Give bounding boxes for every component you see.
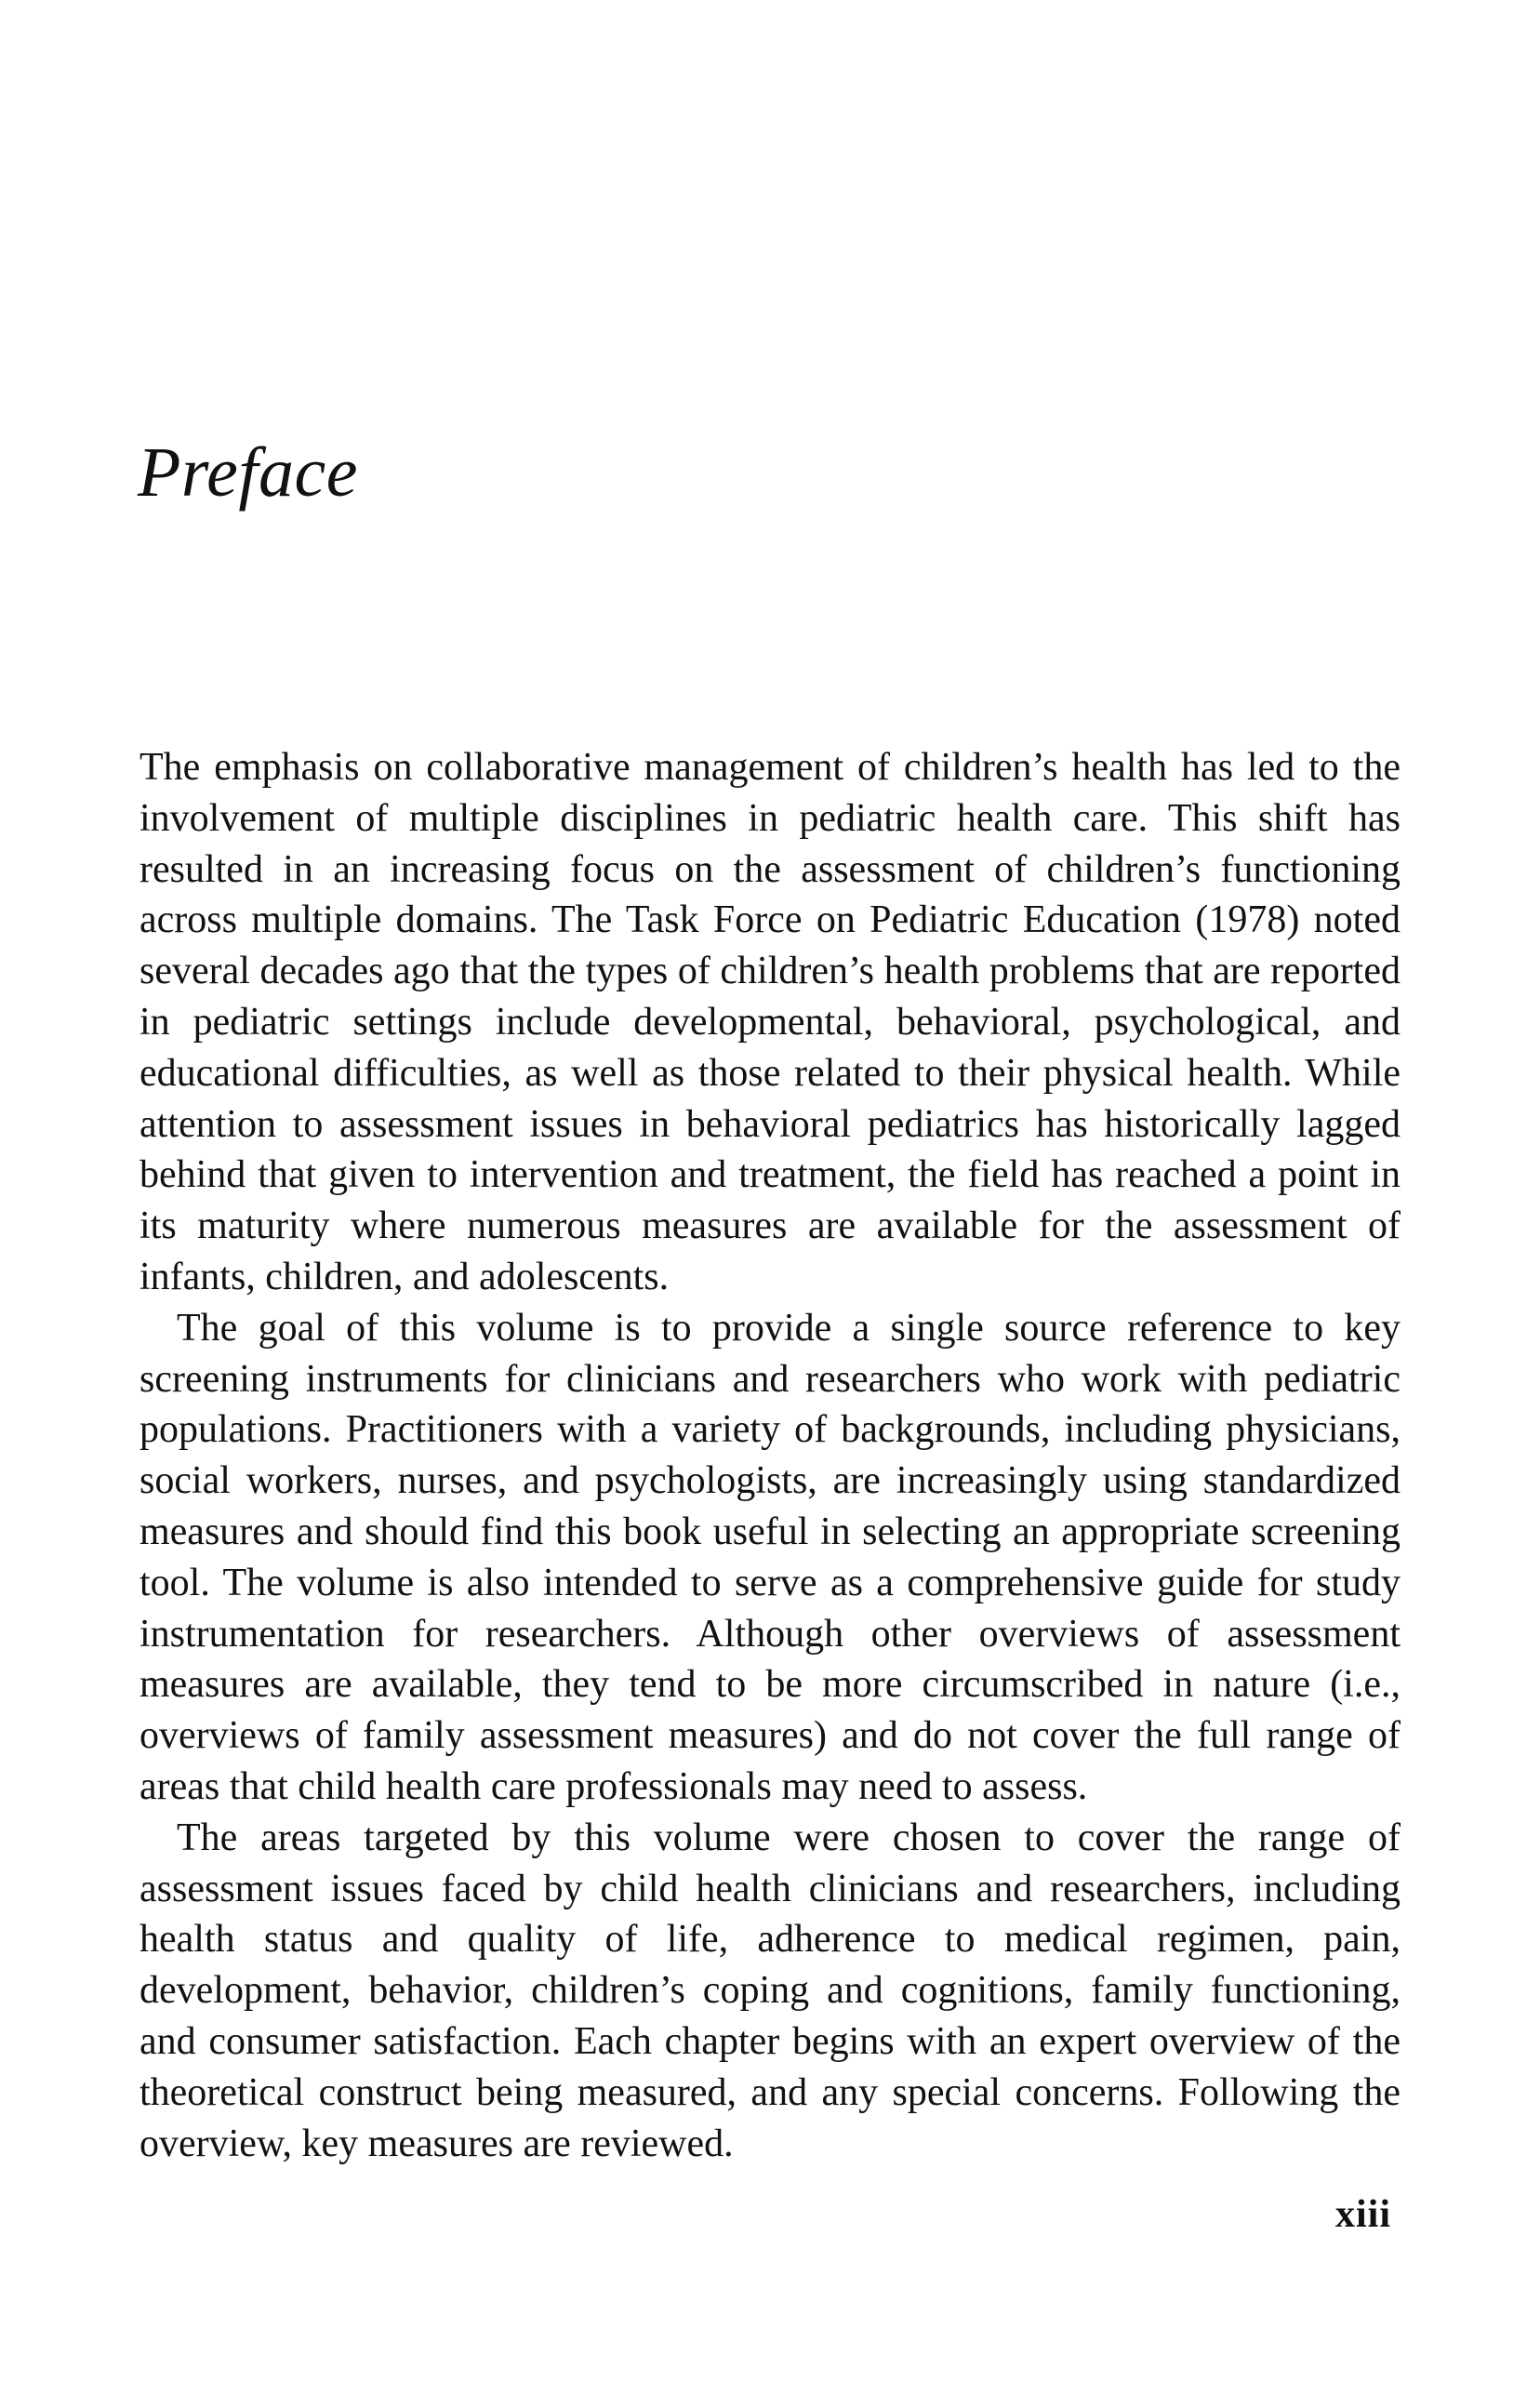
paragraph-1: The emphasis on collaborative management of children’s health has led to the involvement of multiple disciplines in pediatric health care. This shift has resulted in an increasing focus on the assessment of children’s functioning across multiple domains. The Task Force on Pediatric Education (1978) noted several decades ago that the types of children’s health problems that are reported in pediatric settings include developmental, behavioral, psychological, and educational difficulties, as well as those related to their physical health. While attention to assessment issues in behavioral pediatrics has historically lagged behind that given to intervention and treatment, the field has reached a point in its maturity where numerous measures are available for the assessment of infants, children, and adolescents.: [139, 746, 1401, 1298]
preface-body: [139, 742, 1401, 2169]
page-number: xiii: [1334, 2193, 1391, 2236]
chapter-title: Preface: [138, 433, 358, 512]
paragraph-3: The areas targeted by this volume were chosen to cover the range of assessment issues faced by child health clinicians and researchers, including health status and quality of life, adherence to medical regimen, pain, development, behavior, children’s coping and cognitions, family functioning, and consumer satisfaction. Each chapter begins with an expert overview of the theoretical construct being measured, and any special concerns. Following the overview, key measures are reviewed.: [139, 1816, 1401, 2165]
paragraph-2: The goal of this volume is to provide a single source reference to key screening instruments for clinicians and researchers who work with pediatric populations. Practitioners with a variety of backgrounds, including physicians, social workers, nurses, and psychologists, are increasingly using standardized measures and should find this book useful in selecting an appropriate screening tool. The volume is also intended to serve as a comprehensive guide for study instrumentation for researchers. Although other overviews of assessment measures are available, they tend to be more circumscribed in nature (i.e., overviews of family assessment measures) and do not cover the full range of areas that child health care professionals may need to assess.: [139, 1306, 1401, 1808]
